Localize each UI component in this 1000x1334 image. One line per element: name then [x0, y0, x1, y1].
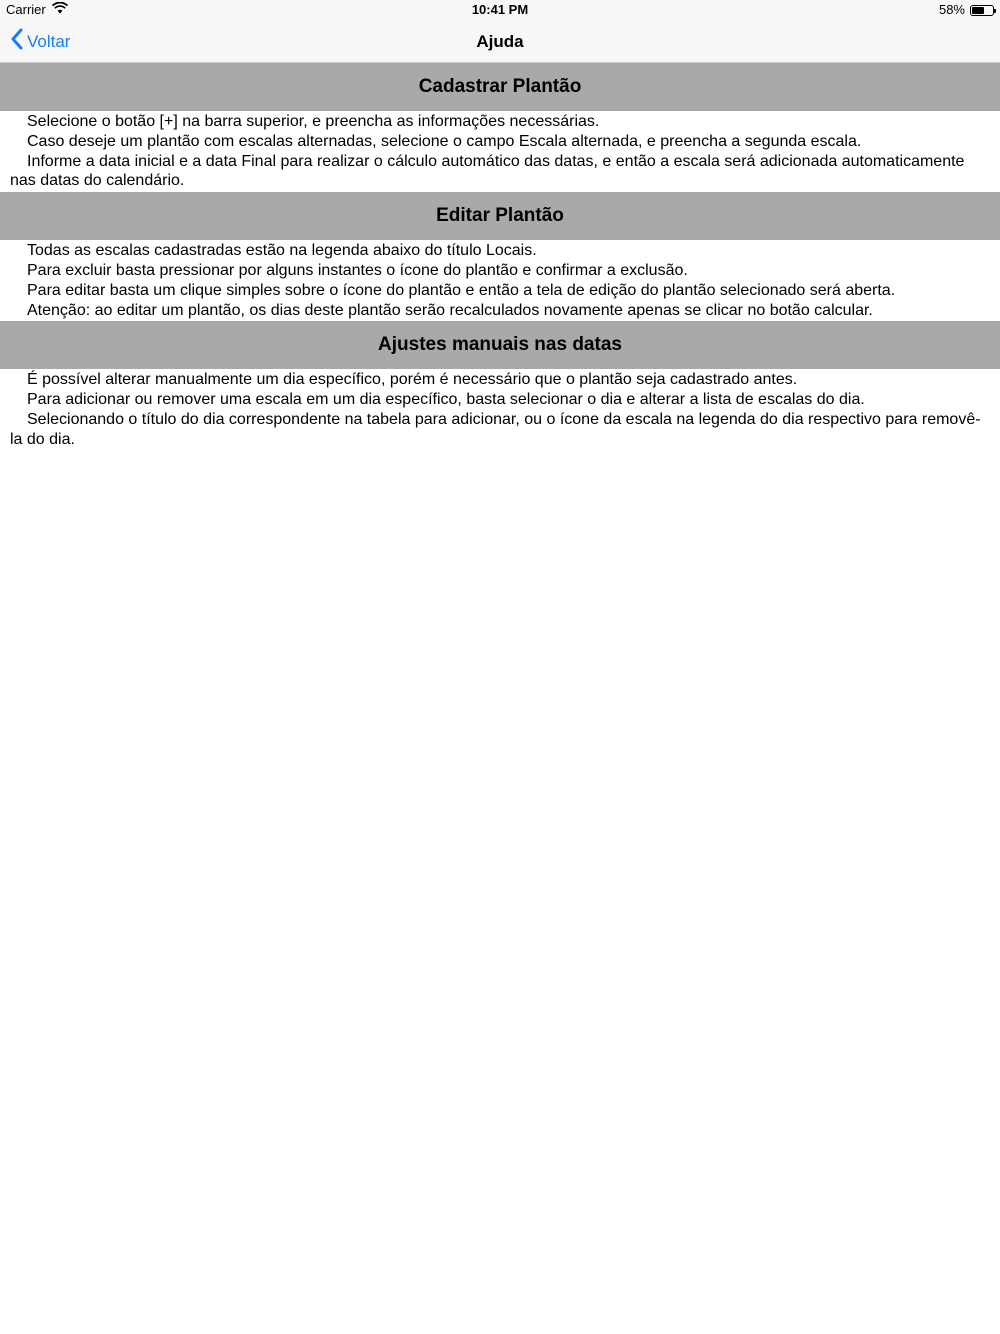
- section-editar-plantao: [0, 192, 1000, 321]
- help-paragraph: Caso deseje um plantão com escalas alternadas, selecione o campo Escala alternada, e preencha a segunda escala.: [27, 132, 862, 150]
- section-header: Editar Plantão: [0, 192, 1000, 240]
- back-button[interactable]: [10, 20, 70, 63]
- section-header: Ajustes manuais nas datas: [0, 321, 1000, 369]
- help-paragraph: Todas as escalas cadastradas estão na legenda abaixo do título Locais.: [27, 242, 537, 260]
- help-paragraph: Para adicionar ou remover uma escala em um dia específico, basta selecionar o dia e alterar a lista de escalas do dia.: [27, 391, 865, 409]
- carrier-label: Carrier: [6, 2, 46, 17]
- status-bar: [0, 0, 1000, 20]
- battery-percent: 58%: [938, 2, 965, 17]
- page-title: Ajuda: [476, 32, 524, 51]
- help-paragraph: Atenção: ao editar um plantão, os dias deste plantão serão recalculados novamente apenas se clicar no botão calcular.: [27, 301, 873, 319]
- help-content: [0, 63, 1000, 451]
- chevron-left-icon: [10, 28, 23, 55]
- help-paragraph: Informe a data inicial e a data Final para realizar o cálculo automático das datas, e então a escala será adicionada automaticamente nas datas do calendário.: [10, 152, 965, 190]
- status-right: [939, 0, 994, 20]
- status-time: 10:41 PM: [471, 2, 529, 17]
- back-button-label: Voltar: [27, 31, 71, 51]
- navigation-bar: [0, 20, 1000, 63]
- section-body: [0, 240, 1000, 321]
- battery-icon: [970, 5, 994, 16]
- section-ajustes-manuais: [0, 321, 1000, 450]
- section-cadastrar-plantao: [0, 63, 1000, 192]
- section-header: Cadastrar Plantão: [0, 63, 1000, 111]
- section-body: [0, 369, 1000, 450]
- help-paragraph: Para excluir basta pressionar por alguns instantes o ícone do plantão e confirmar a exclusão.: [27, 261, 688, 279]
- help-paragraph: Selecione o botão [+] na barra superior, e preencha as informações necessárias.: [27, 113, 600, 130]
- help-paragraph: É possível alterar manualmente um dia específico, porém é necessário que o plantão seja cadastrado antes.: [27, 371, 798, 389]
- battery-fill: [972, 7, 984, 14]
- section-body: [0, 111, 1000, 192]
- help-paragraph: Selecionando o título do dia correspondente na tabela para adicionar, ou o ícone da escala na legenda do dia respectivo para removê-la do dia.: [10, 410, 981, 448]
- help-paragraph: Para editar basta um clique simples sobre o ícone do plantão e então a tela de edição do plantão selecionado será aberta.: [27, 281, 896, 299]
